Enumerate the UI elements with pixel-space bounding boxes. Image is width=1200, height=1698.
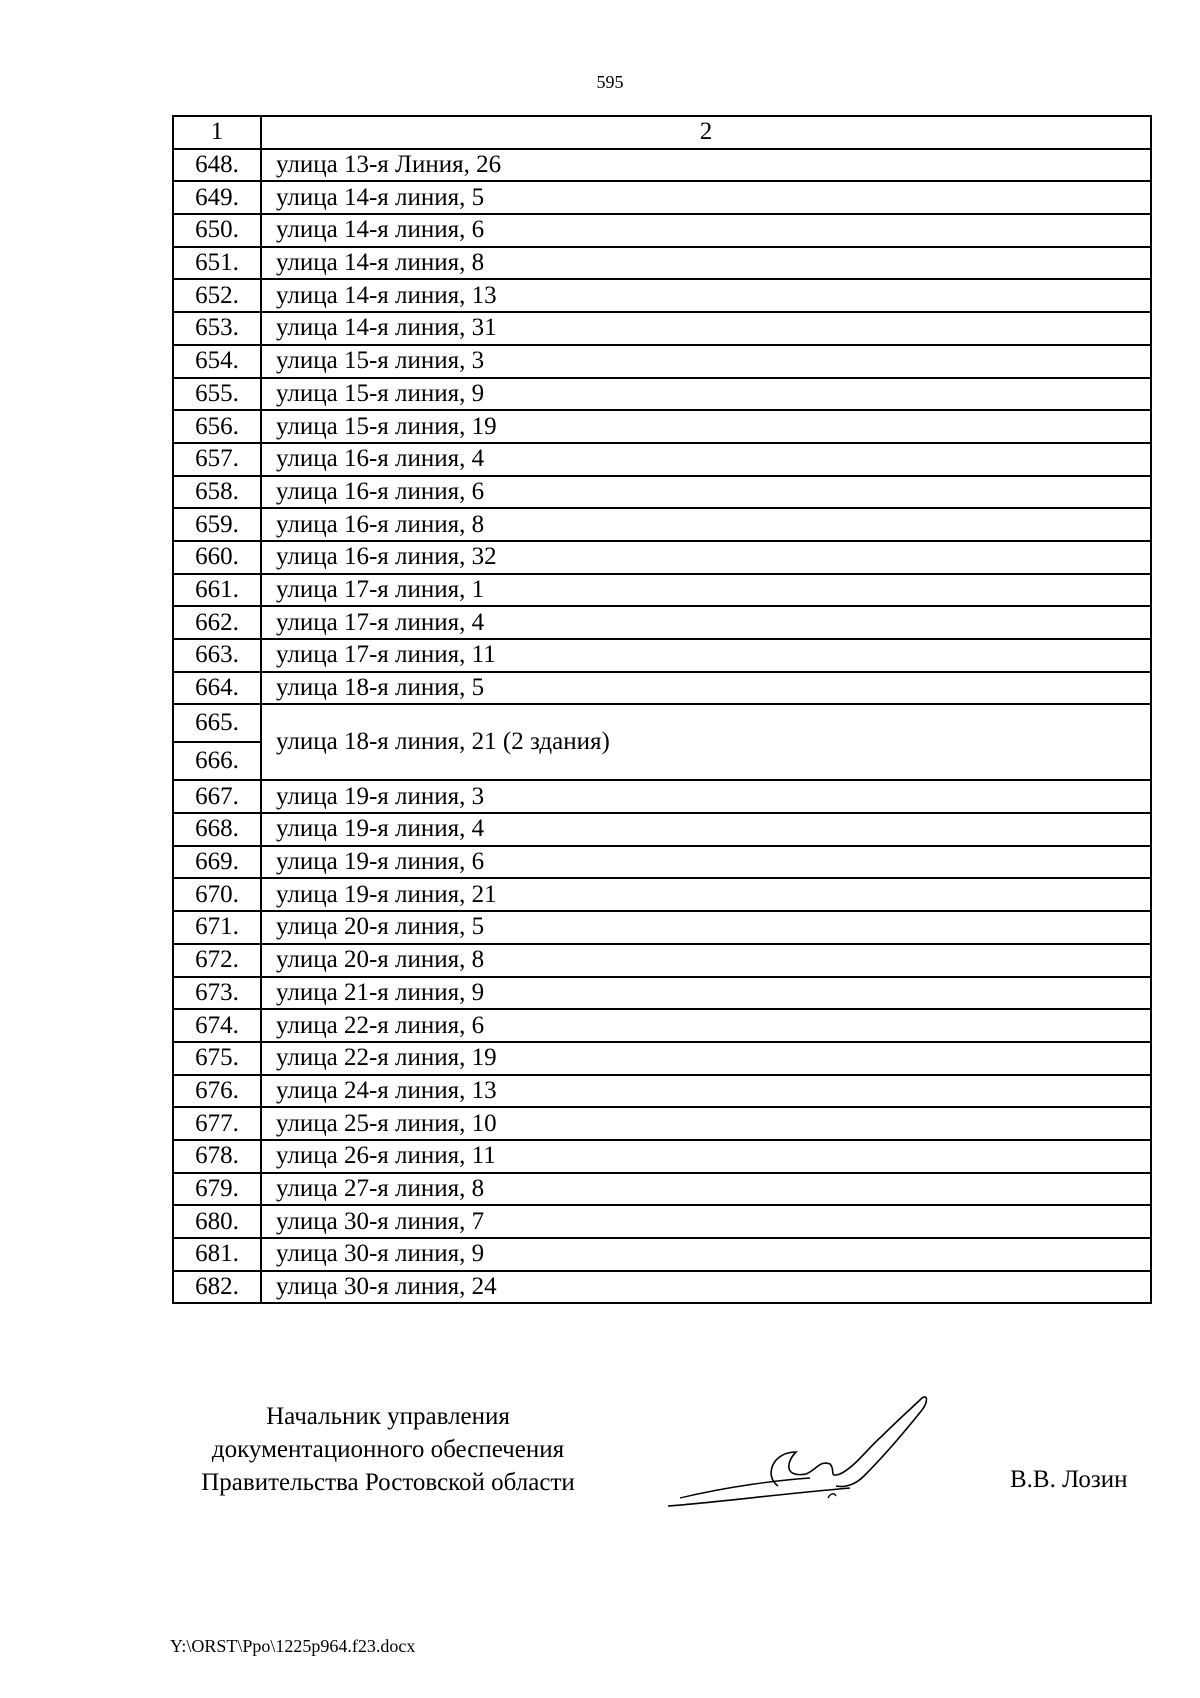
row-address: улица 19-я линия, 3: [261, 780, 1151, 813]
row-address: улица 14-я линия, 13: [261, 279, 1151, 312]
row-address: улица 16-я линия, 6: [261, 476, 1151, 509]
row-number: 662.: [173, 606, 261, 639]
row-number: 656.: [173, 410, 261, 443]
row-address: улица 14-я линия, 31: [261, 312, 1151, 345]
table-row: [173, 443, 1151, 476]
table-row: [173, 1271, 1151, 1304]
column-header-number: 1: [173, 116, 261, 149]
row-address: улица 18-я линия, 21 (2 здания): [261, 704, 1151, 780]
table-row: [173, 312, 1151, 345]
table-row: [173, 1107, 1151, 1140]
page-number: 595: [596, 72, 624, 92]
row-number: 664.: [173, 672, 261, 705]
row-address: улица 17-я линия, 1: [261, 574, 1151, 607]
row-number: 669.: [173, 846, 261, 879]
row-number: 650.: [173, 214, 261, 247]
row-number: 659.: [173, 508, 261, 541]
row-number: 657.: [173, 443, 261, 476]
row-address: улица 16-я линия, 4: [261, 443, 1151, 476]
table-row: [173, 944, 1151, 977]
row-address: улица 19-я линия, 21: [261, 878, 1151, 911]
row-number: 660.: [173, 541, 261, 574]
row-address: улица 14-я линия, 6: [261, 214, 1151, 247]
row-address: улица 17-я линия, 11: [261, 639, 1151, 672]
table-row-merged: [173, 704, 1151, 780]
row-number: 675.: [173, 1042, 261, 1075]
table-row: [173, 1140, 1151, 1173]
table-row: [173, 1238, 1151, 1271]
row-number: 663.: [173, 639, 261, 672]
table-row: [173, 878, 1151, 911]
table-row: [173, 1205, 1151, 1238]
table-row: [173, 1009, 1151, 1042]
row-number: 674.: [173, 1009, 261, 1042]
row-number: 665.: [195, 709, 239, 737]
table-header-row: [173, 116, 1151, 149]
row-address: улица 15-я линия, 19: [261, 410, 1151, 443]
row-number-pair: [173, 704, 261, 780]
table-row: [173, 574, 1151, 607]
row-address: улица 16-я линия, 32: [261, 541, 1151, 574]
table-row: [173, 672, 1151, 705]
row-address: улица 15-я линия, 9: [261, 378, 1151, 411]
row-number: 672.: [173, 944, 261, 977]
row-address: улица 27-я линия, 8: [261, 1173, 1151, 1206]
table-row: [173, 279, 1151, 312]
address-table: [172, 115, 1152, 1304]
row-address: улица 26-я линия, 11: [261, 1140, 1151, 1173]
table-row: [173, 606, 1151, 639]
table-row: [173, 1075, 1151, 1108]
table-row: [173, 345, 1151, 378]
signatory-title-line: документационного обеспечения: [211, 1436, 565, 1463]
handwritten-signature: [660, 1390, 960, 1520]
file-path-footer: Y:\ORST\Ppo\1225p964.f23.docx: [170, 1636, 416, 1656]
row-number: 658.: [173, 476, 261, 509]
row-address: улица 20-я линия, 5: [261, 911, 1151, 944]
row-address: улица 22-я линия, 19: [261, 1042, 1151, 1075]
row-number: 648.: [173, 149, 261, 182]
row-number: 666.: [174, 741, 260, 779]
table-row: [173, 813, 1151, 846]
table-row: [173, 476, 1151, 509]
row-number: 652.: [173, 279, 261, 312]
row-number: 667.: [173, 780, 261, 813]
row-address: улица 13-я Линия, 26: [261, 149, 1151, 182]
row-number: 651.: [173, 247, 261, 280]
row-address: улица 30-я линия, 24: [261, 1271, 1151, 1304]
row-address: улица 18-я линия, 5: [261, 672, 1151, 705]
row-address: улица 14-я линия, 5: [261, 181, 1151, 214]
signatory-name: В.В. Лозин: [1010, 1466, 1128, 1493]
row-number: 655.: [173, 378, 261, 411]
row-number: 682.: [173, 1271, 261, 1304]
table-row: [173, 1173, 1151, 1206]
table-row: [173, 247, 1151, 280]
table-row: [173, 181, 1151, 214]
row-address: улица 30-я линия, 9: [261, 1238, 1151, 1271]
signatory-title: [168, 1400, 608, 1499]
row-number: 680.: [173, 1205, 261, 1238]
row-number: 668.: [173, 813, 261, 846]
row-number: 654.: [173, 345, 261, 378]
row-number: 671.: [173, 911, 261, 944]
table-row: [173, 378, 1151, 411]
row-number: 670.: [173, 878, 261, 911]
row-address: улица 24-я линия, 13: [261, 1075, 1151, 1108]
table-row: [173, 410, 1151, 443]
row-address: улица 15-я линия, 3: [261, 345, 1151, 378]
row-address: улица 17-я линия, 4: [261, 606, 1151, 639]
row-address: улица 21-я линия, 9: [261, 977, 1151, 1010]
row-address: улица 14-я линия, 8: [261, 247, 1151, 280]
row-address: улица 30-я линия, 7: [261, 1205, 1151, 1238]
row-number: 649.: [173, 181, 261, 214]
table-row: [173, 508, 1151, 541]
row-number: 681.: [173, 1238, 261, 1271]
row-number: 653.: [173, 312, 261, 345]
table-row: [173, 149, 1151, 182]
row-address: улица 22-я линия, 6: [261, 1009, 1151, 1042]
row-number: 673.: [173, 977, 261, 1010]
row-number: 661.: [173, 574, 261, 607]
signatory-title-line: Правительства Ростовской области: [201, 1469, 575, 1496]
table-row: [173, 911, 1151, 944]
column-header-address: 2: [261, 116, 1151, 149]
table-row: [173, 977, 1151, 1010]
table-row: [173, 541, 1151, 574]
row-address: улица 16-я линия, 8: [261, 508, 1151, 541]
row-number: 676.: [173, 1075, 261, 1108]
row-address: улица 19-я линия, 6: [261, 846, 1151, 879]
row-number: 678.: [173, 1140, 261, 1173]
table-row: [173, 639, 1151, 672]
table-row: [173, 214, 1151, 247]
row-number: 677.: [173, 1107, 261, 1140]
row-address: улица 25-я линия, 10: [261, 1107, 1151, 1140]
row-address: улица 20-я линия, 8: [261, 944, 1151, 977]
table-row: [173, 1042, 1151, 1075]
signatory-title-line: Начальник управления: [266, 1403, 510, 1430]
row-number: 679.: [173, 1173, 261, 1206]
table-row: [173, 780, 1151, 813]
table-row: [173, 846, 1151, 879]
row-address: улица 19-я линия, 4: [261, 813, 1151, 846]
